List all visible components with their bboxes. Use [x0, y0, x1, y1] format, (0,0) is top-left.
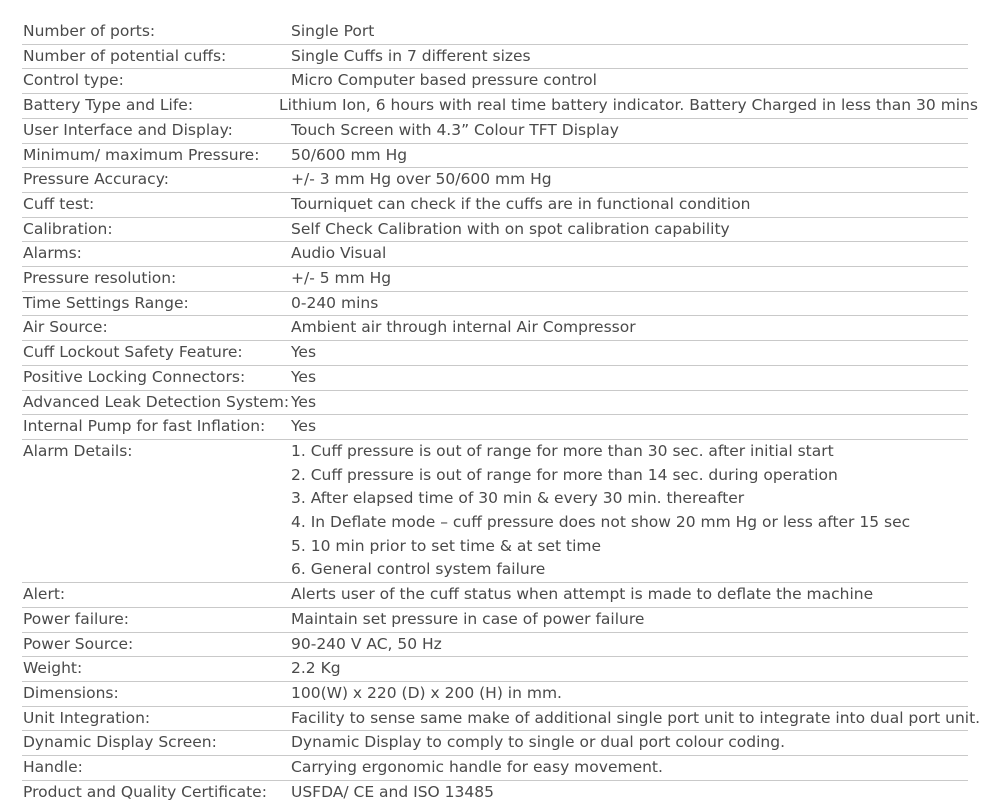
- spec-value: 2.2 Kg: [291, 659, 341, 678]
- spec-label: Control type:: [23, 71, 124, 90]
- spec-row-dynamic-display: [22, 731, 968, 756]
- spec-row-alert: [22, 583, 968, 608]
- spec-label: Calibration:: [23, 219, 113, 238]
- spec-row-alarms: [22, 242, 968, 267]
- spec-row-air-source: [22, 316, 968, 341]
- spec-value: Micro Computer based pressure control: [291, 71, 597, 90]
- spec-label: Cuff test:: [23, 194, 95, 213]
- spec-table: [22, 20, 981, 805]
- spec-value: Lithium Ion, 6 hours with real time battery indicator. Battery Charged in less than 30 mins: [279, 96, 979, 115]
- spec-value: Tourniquet can check if the cuffs are in functional condition: [291, 194, 751, 213]
- spec-label: Alert:: [23, 585, 66, 604]
- alarm-detail-item: 4. In Deflate mode – cuff pressure does not show 20 mm Hg or less after 15 sec: [291, 513, 911, 532]
- spec-label: Product and Quality Certificate:: [23, 782, 267, 801]
- spec-label: Battery Type and Life:: [23, 96, 194, 115]
- spec-label: Power failure:: [23, 609, 129, 628]
- spec-value: 50/600 mm Hg: [291, 145, 408, 164]
- spec-value: Yes: [291, 343, 317, 362]
- spec-label: Dimensions:: [23, 683, 119, 702]
- spec-value: +/- 3 mm Hg over 50/600 mm Hg: [291, 170, 552, 189]
- alarm-detail-item: 3. After elapsed time of 30 min & every 30 min. thereafter: [291, 489, 745, 508]
- alarm-detail-item: 5. 10 min prior to set time & at set time: [291, 536, 602, 555]
- spec-row-cuff-lockout: [22, 341, 968, 366]
- spec-label: Cuff Lockout Safety Feature:: [23, 343, 243, 362]
- spec-value: 100(W) x 220 (D) x 200 (H) in mm.: [291, 683, 562, 702]
- spec-value: Single Port: [291, 22, 375, 40]
- spec-row-pressure-resolution: [22, 267, 968, 292]
- alarm-detail-item: 1. Cuff pressure is out of range for more than 30 sec. after initial start: [291, 441, 834, 460]
- alarm-detail-item: 6. General control system failure: [291, 560, 546, 579]
- spec-label: Advanced Leak Detection System:: [23, 392, 290, 411]
- spec-label: Number of potential cuffs:: [23, 46, 227, 65]
- spec-value: Ambient air through internal Air Compressor: [291, 318, 636, 337]
- spec-row-dimensions: [22, 682, 968, 707]
- spec-value: Yes: [291, 417, 317, 436]
- spec-value: Dynamic Display to comply to single or dual port colour coding.: [291, 733, 786, 752]
- spec-value: Maintain set pressure in case of power failure: [291, 609, 645, 628]
- spec-value: 90-240 V AC, 50 Hz: [291, 634, 442, 653]
- spec-label: Unit Integration:: [23, 708, 151, 727]
- spec-value: Yes: [291, 392, 317, 411]
- spec-row-alarm-details: [22, 440, 968, 583]
- spec-row-handle: [22, 756, 968, 781]
- spec-row-locking-connectors: [22, 366, 968, 391]
- spec-row-leak-detection: [22, 391, 968, 416]
- spec-row-control-type: [22, 69, 968, 94]
- spec-label: Weight:: [23, 659, 83, 678]
- spec-row-calibration: [22, 218, 968, 243]
- spec-value: Self Check Calibration with on spot calibration capability: [291, 219, 730, 238]
- spec-value: +/- 5 mm Hg: [291, 269, 392, 288]
- spec-row-battery: [22, 94, 979, 119]
- alarm-details-list: [285, 440, 968, 582]
- spec-row-cuffs: [22, 45, 968, 70]
- spec-label: Alarms:: [23, 244, 82, 263]
- spec-label: Number of ports:: [23, 22, 156, 40]
- spec-label: Pressure Accuracy:: [23, 170, 169, 189]
- spec-label: Power Source:: [23, 634, 134, 653]
- spec-row-weight: [22, 657, 968, 682]
- spec-row-cuff-test: [22, 193, 968, 218]
- spec-row-ports: [22, 20, 968, 45]
- spec-label: Air Source:: [23, 318, 108, 337]
- spec-label: Alarm Details:: [23, 441, 133, 460]
- spec-value: 0-240 mins: [291, 293, 379, 312]
- spec-row-pressure-accuracy: [22, 168, 968, 193]
- spec-label: Positive Locking Connectors:: [23, 367, 246, 386]
- spec-row-time-settings: [22, 292, 968, 317]
- spec-value: Yes: [291, 367, 317, 386]
- spec-value: Audio Visual: [291, 244, 387, 263]
- spec-label: Time Settings Range:: [23, 293, 189, 312]
- spec-row-unit-integration: [22, 707, 981, 732]
- spec-value: Single Cuffs in 7 different sizes: [291, 46, 531, 65]
- spec-label: Minimum/ maximum Pressure:: [23, 145, 260, 164]
- spec-label: Dynamic Display Screen:: [23, 733, 217, 752]
- spec-row-power-failure: [22, 608, 968, 633]
- spec-row-pressure-range: [22, 144, 968, 169]
- spec-row-power-source: [22, 633, 968, 658]
- spec-row-certificate: [22, 781, 968, 805]
- spec-value: USFDA/ CE and ISO 13485: [291, 782, 494, 801]
- spec-label: Pressure resolution:: [23, 269, 177, 288]
- spec-row-internal-pump: [22, 415, 968, 440]
- spec-label: Handle:: [23, 758, 83, 777]
- alarm-detail-item: 2. Cuff pressure is out of range for more than 14 sec. during operation: [291, 465, 838, 484]
- spec-value: Touch Screen with 4.3” Colour TFT Display: [291, 120, 619, 139]
- spec-value: Facility to sense same make of additional single port unit to integrate into dual port unit.: [291, 708, 981, 727]
- spec-row-display: [22, 119, 968, 144]
- spec-value: Carrying ergonomic handle for easy movement.: [291, 758, 663, 777]
- spec-value: Alerts user of the cuff status when attempt is made to deflate the machine: [291, 585, 874, 604]
- spec-label: User Interface and Display:: [23, 120, 233, 139]
- spec-label: Internal Pump for fast Inflation:: [23, 417, 266, 436]
